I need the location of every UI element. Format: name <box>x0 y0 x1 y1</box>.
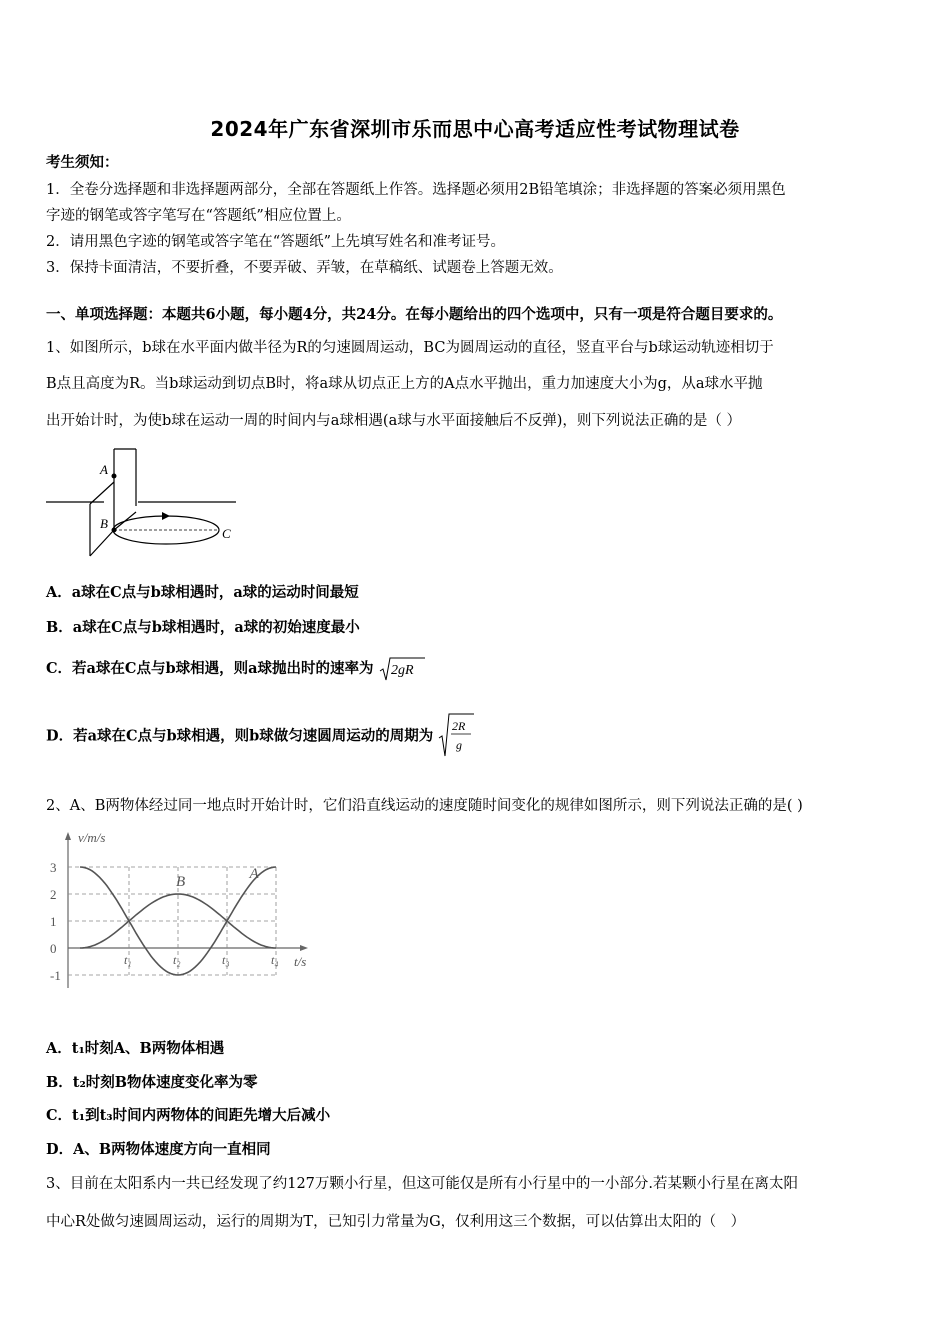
notice-heading: 考生须知： <box>46 154 119 171</box>
q1-option-d <box>46 712 474 758</box>
notice-item-1a: 1．全卷分选择题和非选择题两部分，全部在答题纸上作答。选择题必须用2B铅笔填涂；非选择题的答案必须用黑色 <box>46 182 786 198</box>
x-axis-arrow <box>300 945 308 951</box>
y-tick-label: 0 <box>50 941 57 956</box>
notice-item-3: 3．保持卡面清洁，不要折叠，不要弄破、弄皱，在草稿纸、试题卷上答题无效。 <box>46 260 563 276</box>
x-tick-label: t₄ <box>271 953 279 967</box>
notice-item-1b: 字迹的钢笔或答字笔写在“答题纸”相应位置上。 <box>46 208 351 224</box>
q1-stem-line-1: 1、如图所示，b球在水平面内做半径为R的匀速圆周运动，BC为圆周运动的直径，竖直平台与b球运动轨迹相切于 <box>46 340 774 356</box>
x-tick-label: t₂ <box>173 953 181 967</box>
q1-option-c-text: C．若a球在C点与b球相遇，则a球抛出时的速率为 <box>46 660 374 677</box>
q1-option-d-text: D．若a球在C点与b球相遇，则b球做匀速圆周运动的周期为 <box>46 727 434 745</box>
q1-figure-label-c: C <box>222 526 231 541</box>
q3-stem-line-1: 3、目前在太阳系内一共已经发现了约127万颗小行星，但这可能仅是所有小行星中的一小部分.若某颗小行星在离太阳 <box>46 1176 799 1192</box>
q1-option-d-formula <box>438 712 474 758</box>
y-axis-arrow <box>65 832 71 840</box>
q2-stem: 2、A、B两物体经过同一地点时开始计时，它们沿直线运动的速度随时间变化的规律如图所示，则下列说法正确的是( ) <box>46 798 803 814</box>
y-tick-label: 1 <box>50 914 57 929</box>
q2-option-a: A．t₁时刻A、B两物体相遇 <box>46 1040 225 1057</box>
series-a-label: A <box>249 865 259 882</box>
q1-option-c-formula-text: 2gR <box>390 663 414 678</box>
q3-stem-line-2: 中心R处做匀速圆周运动，运行的周期为T，已知引力常量为G，仅利用这三个数据，可以估算出太阳的（ ） <box>46 1214 746 1230</box>
q1-figure <box>44 446 244 566</box>
q2-option-b: B．t₂时刻B物体速度变化率为零 <box>46 1074 258 1091</box>
q2-option-c: C．t₁到t₃时间内两物体的间距先增大后减小 <box>46 1107 331 1124</box>
series-b-label: B <box>176 873 186 890</box>
x-axis-label: t/s <box>294 954 307 969</box>
q2-chart <box>40 828 330 998</box>
section-heading: 一、单项选择题：本题共6小题，每小题4分，共24分。在每小题给出的四个选项中，只有一项是符合题目要求的。 <box>46 306 783 323</box>
y-axis-label: v/m/s <box>78 830 106 845</box>
q1-option-a: A．a球在C点与b球相遇时，a球的运动时间最短 <box>46 584 359 601</box>
q1-option-c <box>46 656 425 682</box>
q1-stem-line-3: 出开始计时，为使b球在运动一周的时间内与a球相遇(a球与水平面接触后不反弹)，则下列说法正确的是（ ） <box>46 413 741 429</box>
y-tick-label: 2 <box>50 887 57 902</box>
q1-option-b: B．a球在C点与b球相遇时，a球的初始速度最小 <box>46 619 360 636</box>
q1-stem-line-2: B点且高度为R。当b球运动到切点B时，将a球从切点正上方的A点水平抛出，重力加速度大小为g，从a球水平抛 <box>46 376 763 392</box>
x-tick-label: t₃ <box>222 953 230 967</box>
y-tick-label: 3 <box>50 860 57 875</box>
q1-figure-label-a: A <box>100 462 108 477</box>
q1-option-c-formula <box>379 656 425 682</box>
page-title: 2024年广东省深圳市乐而思中心高考适应性考试物理试卷 <box>210 117 740 141</box>
notice-item-2: 2．请用黑色字迹的钢笔或答字笔在“答题纸”上先填写姓名和准考证号。 <box>46 234 506 250</box>
q2-option-d: D．A、B两物体速度方向一直相同 <box>46 1141 271 1158</box>
q1-figure-label-b: B <box>100 516 108 531</box>
q1-option-d-numerator: 2R <box>452 719 466 733</box>
x-tick-label: t₁ <box>124 953 132 967</box>
y-tick-label: -1 <box>50 968 61 983</box>
q1-option-d-denominator: g <box>456 738 463 752</box>
